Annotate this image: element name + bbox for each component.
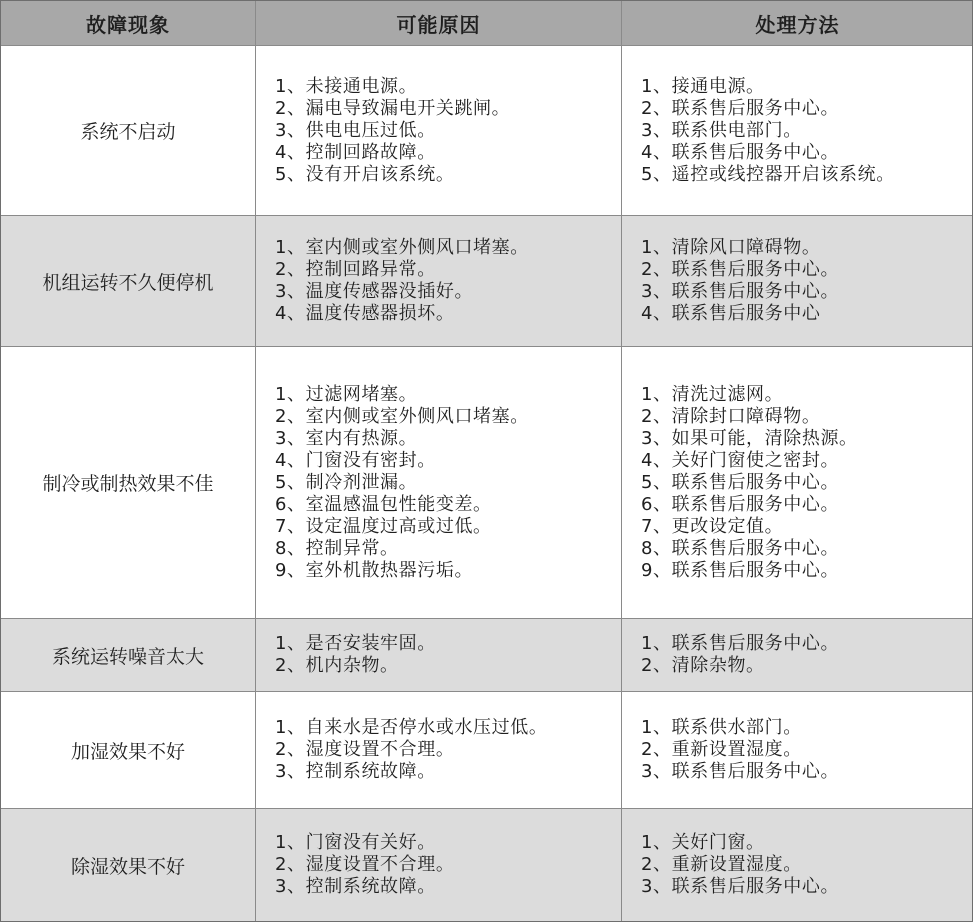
cause-item: 3、供电电压过低。 [275, 119, 436, 141]
header-solution: 处理方法 [622, 1, 973, 46]
solution-item: 1、关好门窗。 [641, 832, 765, 853]
phenomenon-cell: 机组运转不久便停机 [1, 216, 256, 347]
solution-item: 1、清除风口障碍物。 [641, 237, 821, 258]
phenomenon-cell: 系统不启动 [1, 46, 256, 216]
solution-item: 6、联系售后服务中心。 [641, 493, 840, 515]
cause-item: 7、设定温度过高或过低。 [275, 515, 492, 537]
solution-item: 4、联系售后服务中心 [641, 303, 821, 324]
solution-item: 1、接通电源。 [641, 75, 765, 97]
solution-item: 8、联系售后服务中心。 [641, 537, 840, 559]
cause-item: 4、控制回路故障。 [275, 141, 436, 163]
cause-item: 1、门窗没有关好。 [275, 832, 436, 853]
cause-item: 4、温度传感器损坏。 [275, 303, 455, 324]
cause-item: 3、控制系统故障。 [275, 876, 436, 897]
solution-item: 1、联系供水部门。 [641, 717, 802, 738]
solution-item: 3、联系售后服务中心。 [641, 761, 840, 782]
cause-item: 3、温度传感器没插好。 [275, 281, 474, 302]
solution-item: 7、更改设定值。 [641, 515, 784, 537]
solution-item: 5、联系售后服务中心。 [641, 471, 840, 493]
solution-item: 2、重新设置湿度。 [641, 854, 802, 875]
cause-item: 9、室外机散热器污垢。 [275, 559, 474, 581]
solution-item: 3、联系售后服务中心。 [641, 281, 840, 302]
header-phenomenon: 故障现象 [1, 1, 256, 46]
solution-item: 1、清洗过滤网。 [641, 383, 784, 405]
solution-item: 2、联系售后服务中心。 [641, 97, 840, 119]
cause-item: 2、湿度设置不合理。 [275, 854, 455, 875]
solution-item: 3、如果可能，清除热源。 [641, 427, 858, 449]
solution-item: 9、联系售后服务中心。 [641, 559, 840, 581]
phenomenon-cell: 制冷或制热效果不佳 [1, 347, 256, 619]
cause-item: 6、室温感温包性能变差。 [275, 493, 492, 515]
cause-item: 1、过滤网堵塞。 [275, 383, 418, 405]
cause-item: 2、室内侧或室外侧风口堵塞。 [275, 405, 529, 427]
cause-item: 5、没有开启该系统。 [275, 163, 455, 185]
solution-item: 2、清除封口障碍物。 [641, 405, 821, 427]
cause-item: 5、制冷剂泄漏。 [275, 471, 418, 493]
solution-item: 5、遥控或线控器开启该系统。 [641, 163, 895, 185]
phenomenon-cell: 系统运转噪音太大 [1, 619, 256, 692]
cause-item: 8、控制异常。 [275, 537, 399, 559]
phenomenon-cell: 加湿效果不好 [1, 692, 256, 809]
cause-item: 1、是否安装牢固。 [275, 633, 436, 654]
solution-item: 3、联系售后服务中心。 [641, 876, 840, 897]
cause-item: 2、控制回路异常。 [275, 259, 436, 280]
cause-item: 2、漏电导致漏电开关跳闸。 [275, 97, 511, 119]
cause-item: 2、湿度设置不合理。 [275, 739, 455, 760]
solution-item: 2、重新设置湿度。 [641, 739, 802, 760]
solution-item: 3、联系供电部门。 [641, 119, 802, 141]
cause-item: 1、室内侧或室外侧风口堵塞。 [275, 237, 529, 258]
cause-item: 4、门窗没有密封。 [275, 449, 436, 471]
cause-item: 1、自来水是否停水或水压过低。 [275, 717, 548, 738]
phenomenon-cell: 除湿效果不好 [1, 809, 256, 922]
cause-item: 2、机内杂物。 [275, 655, 399, 676]
solution-item: 2、联系售后服务中心。 [641, 259, 840, 280]
cause-item: 3、室内有热源。 [275, 427, 418, 449]
solution-item: 4、联系售后服务中心。 [641, 141, 840, 163]
solution-item: 2、清除杂物。 [641, 655, 765, 676]
solution-item: 1、联系售后服务中心。 [641, 633, 840, 654]
cause-item: 3、控制系统故障。 [275, 761, 436, 782]
solution-item: 4、关好门窗使之密封。 [641, 449, 840, 471]
cause-item: 1、未接通电源。 [275, 75, 418, 97]
header-cause: 可能原因 [256, 1, 622, 46]
